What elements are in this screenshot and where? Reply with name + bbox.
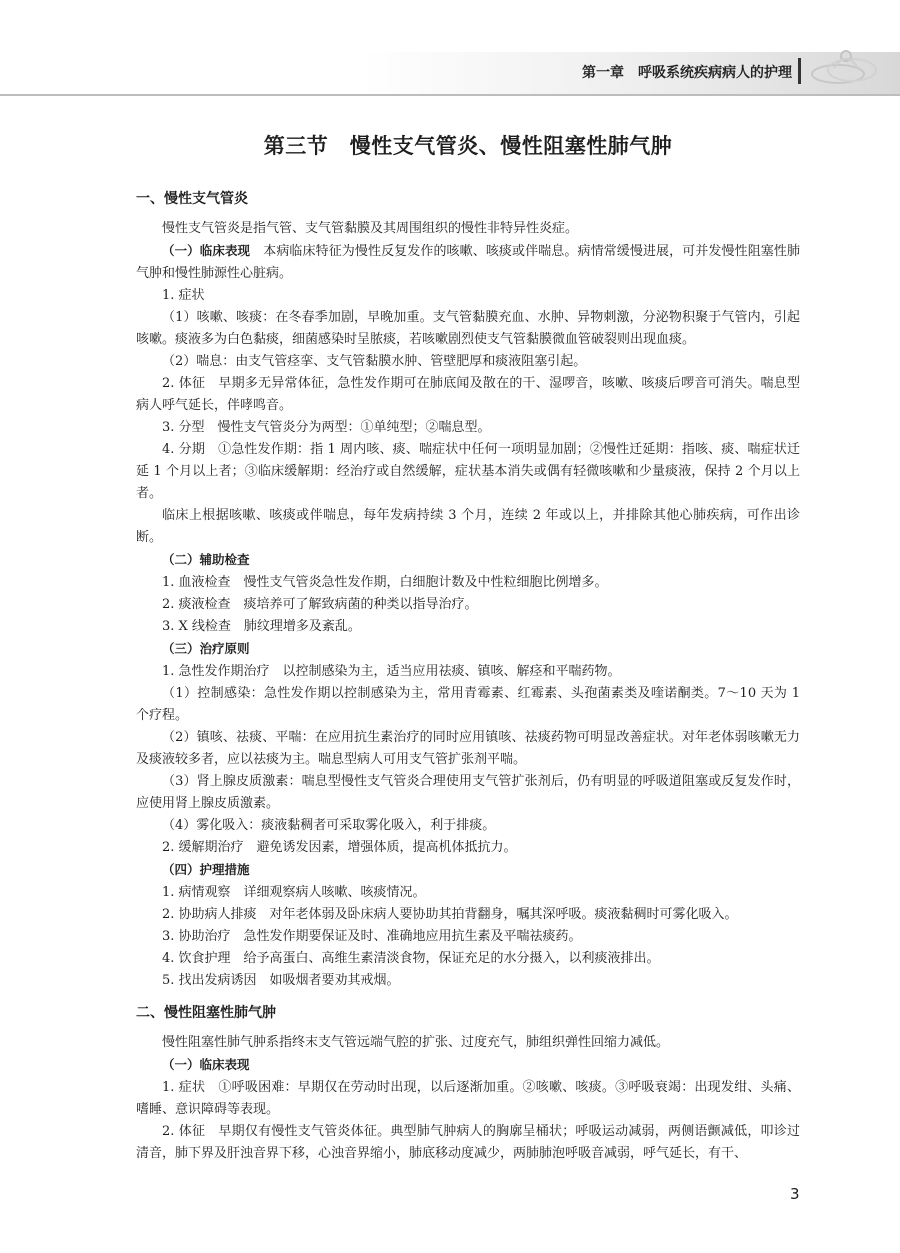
paragraph: （1）控制感染：急性发作期以控制感染为主，常用青霉素、红霉素、头孢菌素类及喹诺酮类。7～10 天为 1 个疗程。 (136, 686, 800, 723)
page-content (136, 130, 800, 1165)
paragraph: （2）镇咳、祛痰、平喘：在应用抗生素治疗的同时应用镇咳、祛痰药物可明显改善症状。对年老体弱咳嗽无力及痰液较多者，应以祛痰为主。喘息型病人可用支气管扩张剂平喘。 (136, 730, 800, 767)
part2-intro: 慢性阻塞性肺气肿系指终末支气管远端气腔的扩张、过度充气，肺组织弹性回缩力减低。 (162, 1035, 670, 1050)
paragraph: 2. 痰液检查 痰培养可了解致病菌的种类以指导治疗。 (162, 597, 478, 612)
publisher-logo-icon (808, 40, 884, 90)
part1-clinical-para (136, 240, 800, 285)
paragraph: 2. 体征 早期多无异常体征，急性发作期可在肺底闻及散在的干、湿啰音，咳嗽、咳痰后啰音可消失。喘息型病人呼气延长，伴哮鸣音。 (136, 376, 800, 413)
paragraph: 1. 症状 ①呼吸困难：早期仅在劳动时出现，以后逐渐加重。②咳嗽、咳痰。③呼吸衰竭：出现发绀、头痛、嗜睡、意识障碍等表现。 (136, 1080, 800, 1117)
paragraph: 1. 血液检查 慢性支气管炎急性发作期，白细胞计数及中性粒细胞比例增多。 (162, 575, 608, 590)
header-rule (0, 94, 900, 96)
paragraph: 4. 饮食护理 给予高蛋白、高维生素清淡食物，保证充足的水分摄入，以利痰液排出。 (162, 951, 660, 966)
paragraph: 5. 找出发病诱因 如吸烟者要劝其戒烟。 (162, 973, 400, 988)
paragraph: 4. 分期 ①急性发作期：指 1 周内咳、痰、喘症状中任何一项明显加剧；②慢性迁延期：指咳、痰、喘症状迁延 1 个月以上者；③临床缓解期：经治疗或自然缓解，症状基本消失或偶有轻微咳嗽和少量痰液，保持 2 个月以上者。 (136, 442, 800, 501)
paragraph: 1. 症状 (162, 288, 205, 303)
part2-heading: 二、慢性阻塞性肺气肿 (136, 1005, 276, 1021)
page-number: 3 (790, 1185, 800, 1203)
paragraph: （2）喘息：由支气管痉挛、支气管黏膜水肿、管壁肥厚和痰液阻塞引起。 (162, 354, 587, 369)
part1-intro: 慢性支气管炎是指气管、支气管黏膜及其周围组织的慢性非特异性炎症。 (162, 221, 579, 236)
paragraph: 3. X 线检查 肺纹理增多及紊乱。 (162, 619, 361, 634)
aux-label: （二）辅助检查 (162, 552, 250, 567)
care-label-para (136, 859, 800, 882)
paragraph: （1）咳嗽、咳痰：在冬春季加剧，早晚加重。支气管黏膜充血、水肿、异物刺激，分泌物积聚于气管内，引起咳嗽。痰液多为白色黏痰，细菌感染时呈脓痰，若咳嗽剧烈使支气管黏膜微血管破裂则出现血痰。 (136, 310, 800, 347)
part1-clinical-text: 本病临床特征为慢性反复发作的咳嗽、咳痰或伴喘息。病情常缓慢进展，可并发慢性阻塞性肺气肿和慢性肺源性心脏病。 (136, 244, 800, 281)
part2-clinical-label-para (136, 1054, 800, 1077)
paragraph: 3. 分型 慢性支气管炎分为两型：①单纯型；②喘息型。 (162, 420, 491, 435)
paragraph: 2. 缓解期治疗 避免诱发因素，增强体质，提高机体抵抗力。 (162, 840, 517, 855)
paragraph: （3）肾上腺皮质激素：喘息型慢性支气管炎合理使用支气管扩张剂后，仍有明显的呼吸道阻塞或反复发作时，应使用肾上腺皮质激素。 (136, 774, 800, 811)
section-title: 第三节 慢性支气管炎、慢性阻塞性肺气肿 (263, 134, 673, 158)
treat-label-para (136, 638, 800, 661)
paragraph: 2. 协助病人排痰 对年老体弱及卧床病人要协助其拍背翻身，嘱其深呼吸。痰液黏稠时可雾化吸入。 (162, 907, 738, 922)
header-separator (798, 58, 801, 84)
care-label: （四）护理措施 (162, 862, 250, 877)
paragraph: 1. 病情观察 详细观察病人咳嗽、咳痰情况。 (162, 885, 426, 900)
chapter-title: 第一章 呼吸系统疾病病人的护理 (582, 65, 792, 81)
aux-label-para (136, 549, 800, 572)
paragraph: 1. 急性发作期治疗 以控制感染为主，适当应用祛痰、镇咳、解痉和平喘药物。 (162, 664, 621, 679)
paragraph: 3. 协助治疗 急性发作期要保证及时、准确地应用抗生素及平喘祛痰药。 (162, 929, 582, 944)
treat-label: （三）治疗原则 (162, 641, 250, 656)
part1-clinical-label: （一）临床表现 (162, 243, 251, 258)
part1-heading: 一、慢性支气管炎 (136, 191, 248, 207)
paragraph: （4）雾化吸入：痰液黏稠者可采取雾化吸入，利于排痰。 (162, 818, 496, 833)
paragraph: 2. 体征 早期仅有慢性支气管炎体征。典型肺气肿病人的胸廓呈桶状；呼吸运动减弱，两侧语颤减低，叩诊过清音，肺下界及肝浊音界下移，心浊音界缩小，肺底移动度减少，两肺肺泡呼吸音减弱，呼气延长，有干、 (136, 1124, 800, 1161)
part2-clinical-label: （一）临床表现 (162, 1057, 250, 1072)
page-header (0, 0, 900, 96)
paragraph: 临床上根据咳嗽、咳痰或伴喘息，每年发病持续 3 个月，连续 2 年或以上，并排除其他心肺疾病，可作出诊断。 (136, 508, 800, 545)
